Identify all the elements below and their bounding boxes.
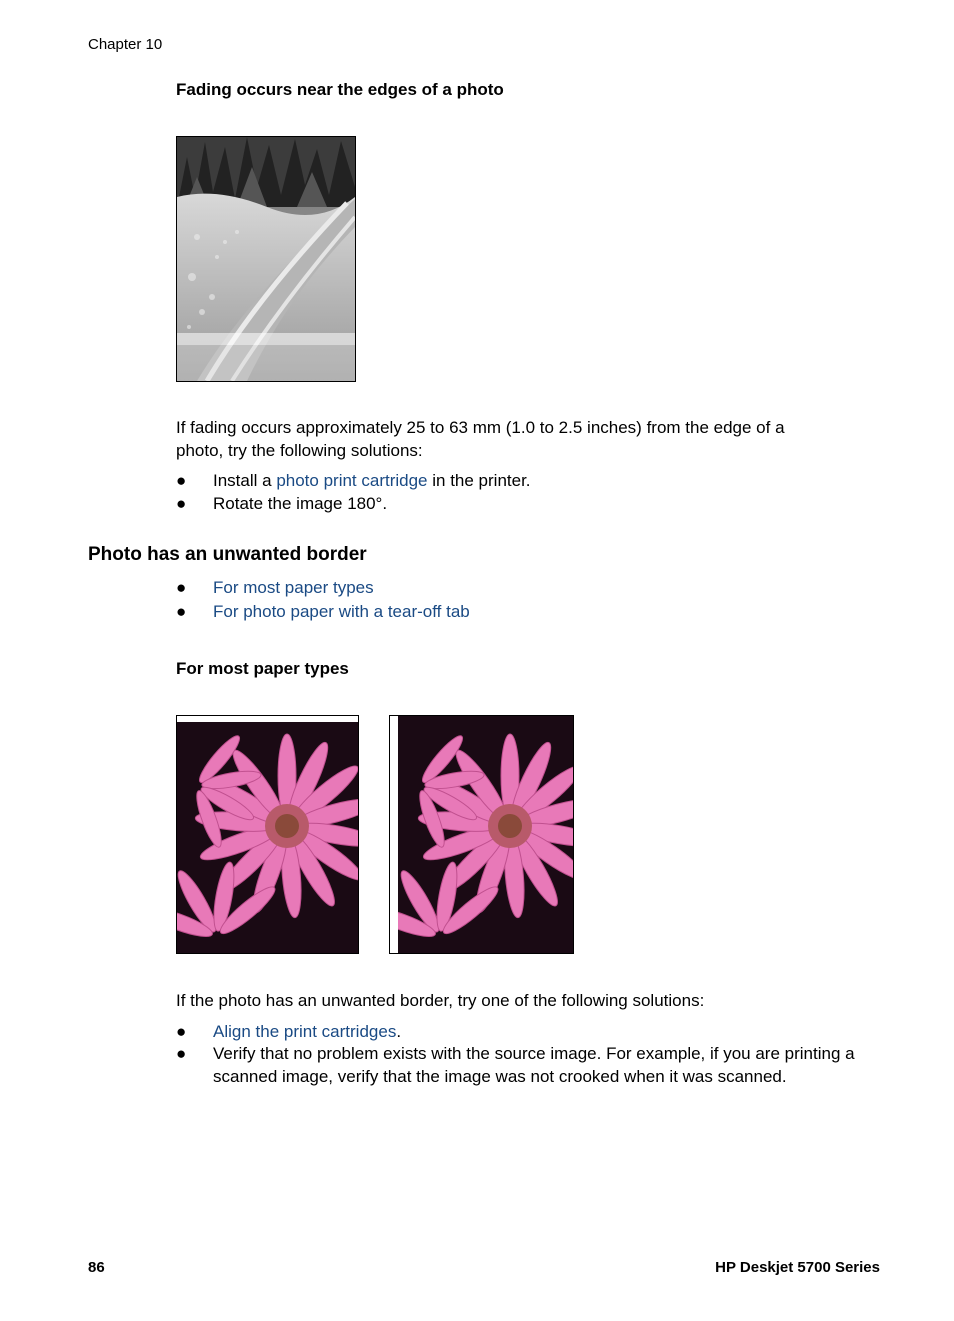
faded-edge-photo bbox=[176, 136, 356, 382]
list-item bbox=[176, 1042, 886, 1088]
flower-image bbox=[390, 716, 573, 953]
bullet-glyph: ● bbox=[176, 494, 187, 513]
fading-intro-line1: If fading occurs approximately 25 to 63 mm (1.0 to 2.5 inches) from the edge of a bbox=[176, 418, 785, 437]
list-item bbox=[176, 1020, 886, 1043]
bullet-text bbox=[213, 1042, 886, 1088]
bullet-text-line1: Verify that no problem exists with the source image. For example, if you are printing a bbox=[213, 1044, 855, 1063]
flower-image bbox=[177, 716, 358, 953]
bullet-text-post: in the printer. bbox=[427, 471, 531, 490]
bullet-glyph: ● bbox=[176, 1044, 187, 1063]
fading-intro bbox=[176, 416, 876, 462]
bullet-glyph: ● bbox=[176, 1022, 187, 1041]
list-item bbox=[176, 576, 876, 599]
bullet-text: Rotate the image 180°. bbox=[213, 494, 388, 513]
photo-print-cartridge-link[interactable]: photo print cartridge bbox=[276, 471, 428, 490]
align-cartridges-link[interactable]: Align the print cartridges bbox=[213, 1022, 397, 1041]
bullet-text-pre: Install a bbox=[213, 471, 277, 490]
product-name: HP Deskjet 5700 Series bbox=[715, 1259, 880, 1276]
border-intro: If the photo has an unwanted border, try one of the following solutions: bbox=[176, 991, 705, 1010]
list-item bbox=[176, 469, 876, 492]
bullet-glyph: ● bbox=[176, 602, 187, 621]
snow-road-image bbox=[177, 137, 355, 381]
page-number: 86 bbox=[88, 1259, 105, 1276]
flower-photo-top-border bbox=[176, 715, 359, 954]
fading-intro-line2: photo, try the following solutions: bbox=[176, 441, 423, 460]
most-paper-types-heading: For most paper types bbox=[176, 659, 349, 678]
unwanted-border-heading: Photo has an unwanted border bbox=[88, 544, 367, 565]
bullet-glyph: ● bbox=[176, 471, 187, 490]
bullet-text bbox=[213, 1020, 401, 1043]
list-item bbox=[176, 600, 876, 623]
bullet-text bbox=[213, 469, 531, 492]
bullet-glyph: ● bbox=[176, 578, 187, 597]
most-paper-types-link[interactable]: For most paper types bbox=[213, 578, 374, 597]
bullet-text-post: . bbox=[396, 1022, 402, 1041]
fading-heading: Fading occurs near the edges of a photo bbox=[176, 80, 504, 99]
flower-photo-left-border bbox=[389, 715, 574, 954]
list-item bbox=[176, 492, 876, 515]
tear-off-tab-link[interactable]: For photo paper with a tear-off tab bbox=[213, 602, 470, 621]
chapter-label: Chapter 10 bbox=[88, 36, 163, 53]
bullet-text-line2: scanned image, verify that the image was not crooked when it was scanned. bbox=[213, 1067, 787, 1086]
